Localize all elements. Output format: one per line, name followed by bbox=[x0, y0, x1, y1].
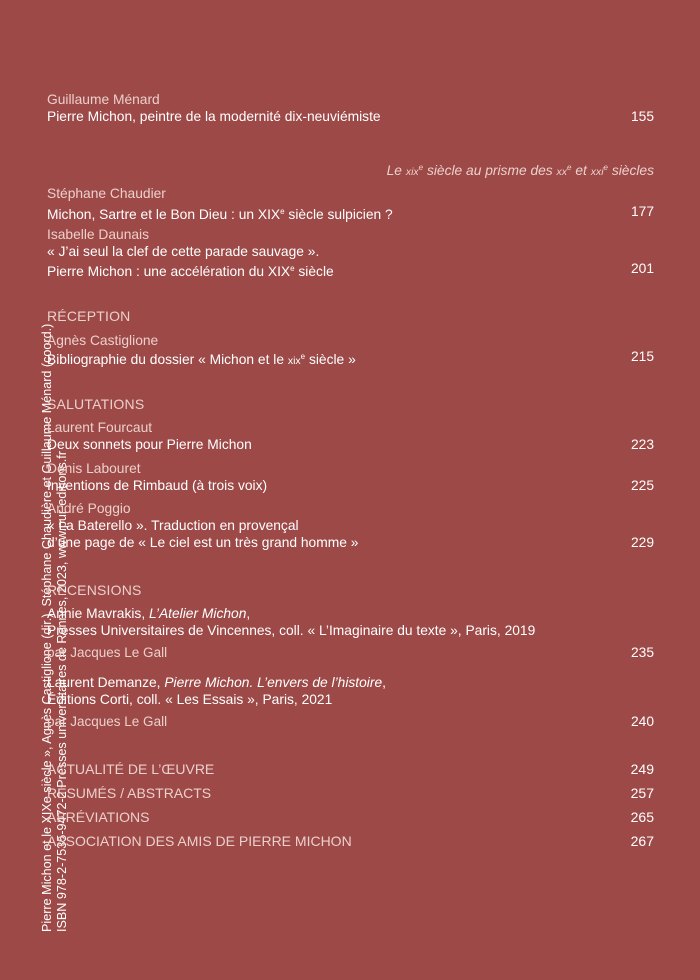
page-number: 177 bbox=[630, 204, 654, 219]
section-subheading: Le xix$^e$ siècle au prisme des $xx^e$ et xxi$^e$ siècles bbox=[386, 163, 654, 178]
entry-author: Denis Labouret bbox=[47, 461, 141, 476]
page-number: 265 bbox=[630, 809, 654, 825]
page-number: 225 bbox=[630, 478, 654, 493]
entry-title: Inventions de Rimbaud (à trois voix) 225 bbox=[47, 478, 654, 493]
entry-title-line-1: « J’ai seul la clef de cette parade sauvage ». bbox=[47, 244, 320, 259]
entry-title: Michon, Sartre et le Bon Dieu : un XIXe siècle sulpicien ? 177 bbox=[47, 204, 654, 222]
entry-author: André Poggio bbox=[47, 501, 131, 516]
page-number: 229 bbox=[630, 535, 654, 550]
entry-author: Laurent Fourcaut bbox=[47, 420, 153, 435]
page-number: 240 bbox=[630, 714, 654, 729]
entry-title-line-2: d’une page de « Le ciel est un très grand homme » 229 bbox=[47, 535, 654, 550]
entry-author: Stéphane Chaudier bbox=[47, 186, 166, 201]
page-number: 201 bbox=[630, 261, 654, 276]
section-heading-reception: RÉCEPTION bbox=[47, 308, 131, 324]
entry-title bbox=[47, 108, 654, 126]
page-number: 215 bbox=[630, 349, 654, 364]
section-heading-recensions: RECENSIONS bbox=[47, 582, 142, 598]
toc-item-association: ASSOCIATION DES AMIS DE PIERRE MICHON 267 bbox=[47, 833, 654, 849]
review-by: par Jacques Le Gall 235 bbox=[47, 645, 654, 660]
entry-title: Deux sonnets pour Pierre Michon 223 bbox=[47, 437, 654, 452]
toc-item-abreviations: ABRÉVIATIONS 265 bbox=[47, 809, 654, 825]
entry-title-line-1: « La Baterello ». Traduction en provençal bbox=[47, 518, 299, 533]
entry-author: Agnès Castiglione bbox=[47, 333, 159, 348]
page-number: 155 bbox=[630, 109, 654, 124]
toc-item-resumes: RÉSUMÉS / ABSTRACTS 257 bbox=[47, 785, 654, 801]
page-number: 235 bbox=[630, 645, 654, 660]
review-by: par Jacques Le Gall 240 bbox=[47, 714, 654, 729]
entry-author: Isabelle Daunais bbox=[47, 227, 150, 242]
entry-title-text: Pierre Michon, peintre de la modernité dix-neuviémiste bbox=[47, 109, 381, 124]
entry-title-line-2: Pierre Michon : une accélération du XIXe siècle 201 bbox=[47, 261, 654, 279]
entry-author: Guillaume Ménard bbox=[47, 92, 160, 107]
side-credit-line-1: Pierre Michon et le XIXe siècle », Agnès Castiglione (dir.), Stéphane Chaudière et Guillaume Ménard (coord.) bbox=[40, 323, 54, 932]
review-line-2: Presses Universitaires de Vincennes, coll. « L’Imaginaire du texte », Paris, 2019 bbox=[47, 623, 536, 638]
page-number: 223 bbox=[630, 437, 654, 452]
side-credit-line-2: ISBN 978-2-7535-9472-2 Presses universitaires de Rennes, 2023, www.pur-editions.fr bbox=[55, 451, 69, 932]
entry-title: Bibliographie du dossier « Michon et le xix$^e$ siècle » 215 bbox=[47, 349, 654, 367]
page-number: 267 bbox=[630, 833, 654, 849]
section-heading-salutations: SALUTATIONS bbox=[47, 396, 145, 412]
toc-item-actualite: ACTUALITÉ DE L’ŒUVRE 249 bbox=[47, 761, 654, 777]
page-number: 257 bbox=[630, 785, 654, 801]
review-line-1: Annie Mavrakis, L’Atelier Michon, bbox=[47, 606, 251, 621]
review-line-2: Éditions Corti, coll. « Les Essais », Paris, 2021 bbox=[47, 692, 333, 707]
page-number: 249 bbox=[630, 761, 654, 777]
review-line-1: Laurent Demanze, Pierre Michon. L’envers de l’histoire, bbox=[47, 675, 386, 690]
